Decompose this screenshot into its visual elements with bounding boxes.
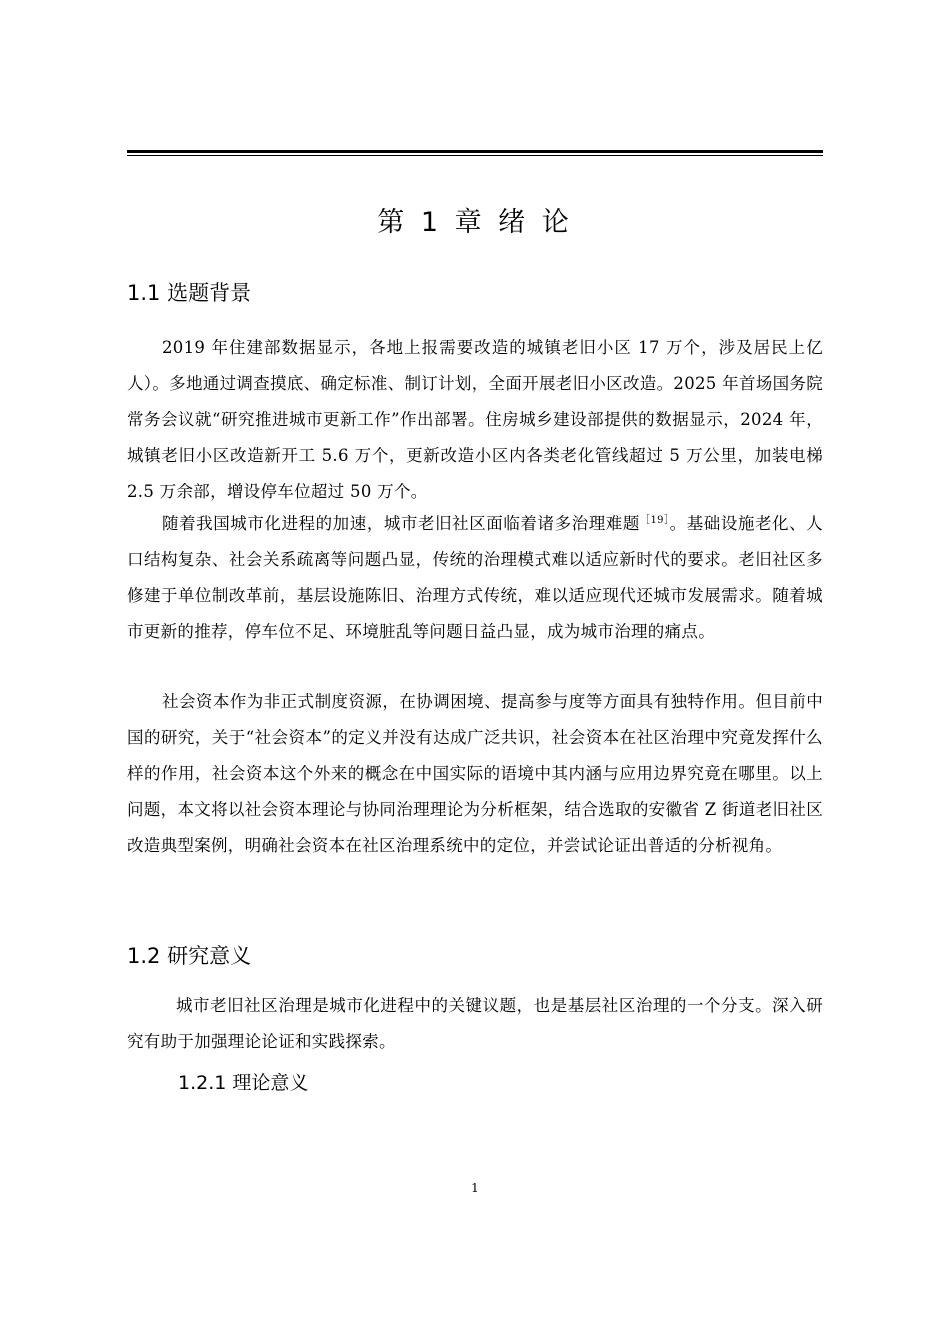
paragraph-background-3: 社会资本作为非正式制度资源，在协调困境、提高参与度等方面具有独特作用。但目前中国的研究，关于“社会资本”的定义并没有达成广泛共识，社会资本在社区治理中究竟发挥什么样的作用，社会资本这个外来的概念在中国实际的语境中其内涵与应用边界究竟在哪里。以上问题，本文将以社会资本理论与协同治理理论为分析框架，结合选取的安徽省 Z 街道老旧社区改造典型案例，明确社会资本在社区治理系统中的定位，并尝试论证出普适的分析视角。	[127, 692, 823, 855]
paragraph-significance: 城市老旧社区治理是城市化进程中的关键议题，也是基层社区治理的一个分支。深入研究有助于加强理论论证和实践探索。	[127, 996, 823, 1051]
paragraph-text: 随着我国城市化进程的加速，城市老旧社区面临着诸多治理难题	[162, 514, 640, 533]
header-rule-thick	[127, 150, 823, 153]
section-heading-1-1: 1.1 选题背景	[127, 281, 252, 305]
page-number: 1	[471, 1181, 479, 1195]
header-rule-thin	[127, 155, 823, 156]
section-heading-1-2: 1.2 研究意义	[127, 944, 252, 968]
chapter-title: 第 1 章 绪 论	[377, 207, 573, 238]
citation-marker: ［19］	[639, 515, 670, 526]
paragraph-background-2	[127, 506, 823, 650]
subsection-heading-1-2-1: 1.2.1 理论意义	[178, 1072, 309, 1094]
paragraph-text: 。基础设施老化、人口结构复杂、社会关系疏离等问题凸显，传统的治理模式难以适应新时代的要求。老旧社区多修建于单位制改革前，基层设施陈旧、治理方式传统，难以适应现代还城市发展需求。随着城市更新的推荐，停车位不足、环境脏乱等问题日益凸显，成为城市治理的痛点。	[127, 514, 823, 641]
paragraph-background-1: 2019 年住建部数据显示，各地上报需要改造的城镇老旧小区 17 万个，涉及居民上亿人）。多地通过调查摸底、确定标准、制订计划，全面开展老旧小区改造。2025 年首场国务院常务会议就“研究推进城市更新工作”作出部署。住房城乡建设部提供的数据显示，2024 年，城镇老旧小区改造新开工 5.6 万个，更新改造小区内各类老化管线超过 5 万公里，加装电梯 2.5 万余部，增设停车位超过 50 万个。	[127, 338, 823, 501]
